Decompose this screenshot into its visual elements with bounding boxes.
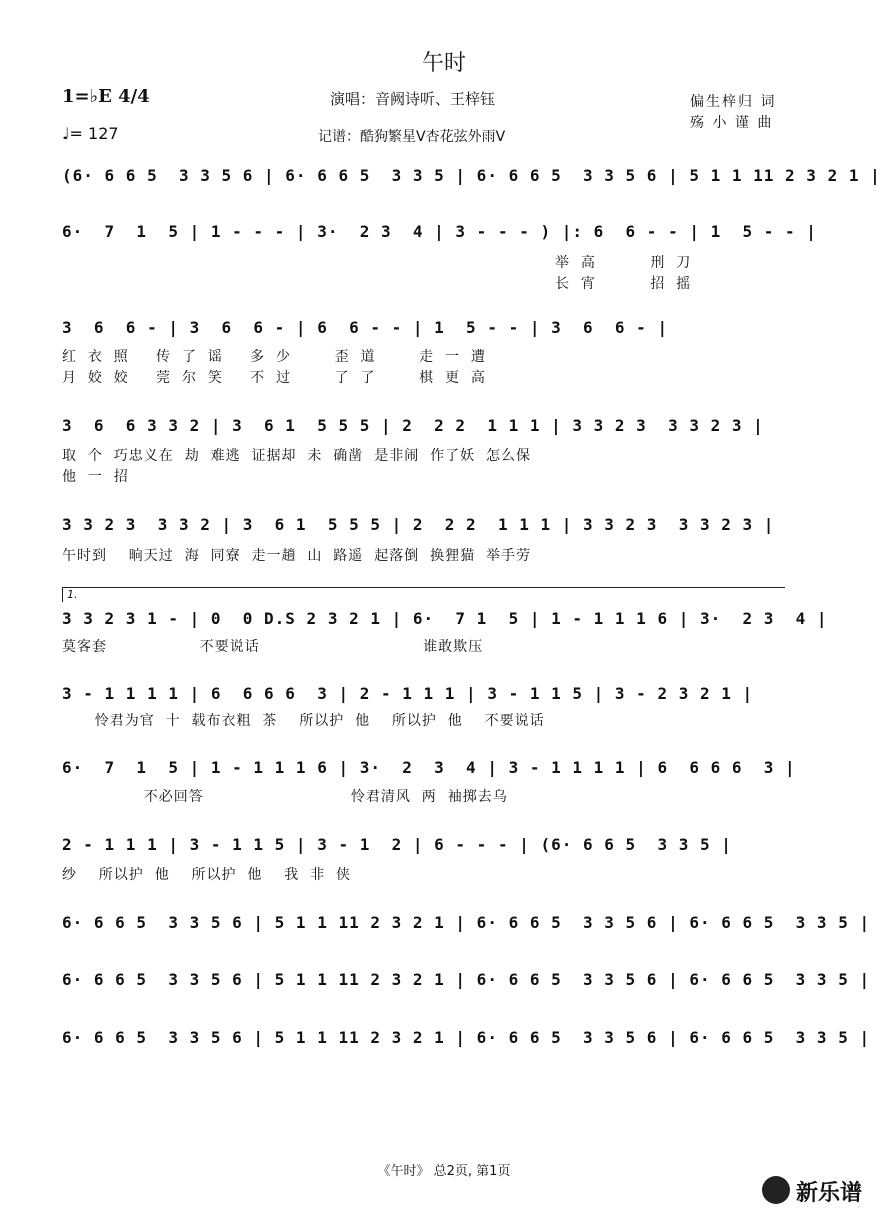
singer-credit: 演唱：音阙诗听、王梓钰 [330, 90, 496, 108]
score-line-3: 3 6 6 - | 3 6 6 - | 6 6 - - | 1 5 - - | 3 6 6 - | [62, 318, 669, 337]
lyric-line-3b: 月 姣 姣 莞 尔 笑 不 过 了 了 棋 更 高 [62, 370, 486, 386]
lyric-line-6a: 莫客套 不要说话 谁敢欺压 [62, 639, 484, 655]
lyricist-credit: 偏生梓归 词 [690, 94, 777, 110]
score-line-8: 6· 7 1 5 | 1 - 1 1 1 6 | 3· 2 3 4 | 3 - 1 1 1 1 | 6 6 6 6 3 | [62, 758, 796, 777]
lyric-line-2a: 举 高 刑 刀 [555, 255, 692, 271]
lyric-line-4b: 他 一 招 [62, 469, 129, 485]
page-footer: 《午时》 总2页, 第1页 [377, 1164, 511, 1179]
score-line-12: 6· 6 6 5 3 3 5 6 | 5 1 1 11 2 3 2 1 | 6· 6 6 5 3 3 5 6 | 6· 6 6 5 3 3 5 | [62, 1028, 871, 1047]
vinyl-record-icon [762, 1176, 790, 1204]
page-title: 午时 [421, 51, 466, 76]
logo-text: 新乐谱 [796, 1181, 863, 1206]
lyric-line-5a: 午时到 晌天过 海 同寮 走一趟 山 路遥 起落倒 换狸猫 举手劳 [62, 548, 532, 564]
score-line-11: 6· 6 6 5 3 3 5 6 | 5 1 1 11 2 3 2 1 | 6· 6 6 5 3 3 5 6 | 6· 6 6 5 3 3 5 | [62, 970, 871, 989]
lyric-line-4a: 取 个 巧忠义在 劫 难逃 证据却 未 确凿 是非闹 作了妖 怎么保 [62, 448, 532, 464]
score-line-7: 3 - 1 1 1 1 | 6 6 6 6 3 | 2 - 1 1 1 | 3 - 1 1 5 | 3 - 2 3 2 1 | [62, 684, 754, 703]
lyric-line-9a: 纱 所以护 他 所以护 他 我 非 侠 [62, 867, 352, 883]
score-line-10: 6· 6 6 5 3 3 5 6 | 5 1 1 11 2 3 2 1 | 6· 6 6 5 3 3 5 6 | 6· 6 6 5 3 3 5 | [62, 913, 871, 932]
score-line-2: 6· 7 1 5 | 1 - - - | 3· 2 3 4 | 3 - - - ) |: 6 6 - - | 1 5 - - | [62, 222, 817, 241]
key-signature: 1=♭E 4/4 [62, 86, 150, 107]
volta-label: 1. [67, 588, 78, 601]
transcriber-credit: 记谱：酷狗繁星V杏花弦外雨V [318, 129, 506, 145]
score-line-1: (6· 6 6 5 3 3 5 6 | 6· 6 6 5 3 3 5 | 6· 6 6 5 3 3 5 6 | 5 1 1 11 2 3 2 1 | [62, 166, 881, 185]
score-line-6: 3 3 2 3 1 - | 0 0 D.S 2 3 2 1 | 6· 7 1 5 | 1 - 1 1 1 6 | 3· 2 3 4 | [62, 609, 828, 628]
lyric-line-8a: 不必回答 怜君清风 两 袖掷去乌 [62, 789, 508, 805]
score-line-9: 2 - 1 1 1 | 3 - 1 1 5 | 3 - 1 2 | 6 - - - | (6· 6 6 5 3 3 5 | [62, 835, 732, 854]
volta-bracket [62, 587, 785, 602]
site-logo [762, 1170, 882, 1214]
tempo-marking: ♩= 127 [62, 124, 119, 143]
score-line-4: 3 6 6 3 3 2 | 3 6 1 5 5 5 | 2 2 2 1 1 1 | 3 3 2 3 3 3 2 3 | [62, 416, 764, 435]
score-line-5: 3 3 2 3 3 3 2 | 3 6 1 5 5 5 | 2 2 2 1 1 1 | 3 3 2 3 3 3 2 3 | [62, 515, 775, 534]
composer-credit: 殇 小 谨 曲 [690, 115, 774, 131]
lyric-line-3a: 红 衣 照 传 了 谣 多 少 歪 道 走 一 遭 [62, 349, 486, 365]
lyric-line-2b: 长 宵 招 摇 [555, 276, 692, 292]
lyric-line-7a: 怜君为官 十 载布衣粗 茶 所以护 他 所以护 他 不要说话 [62, 713, 545, 729]
